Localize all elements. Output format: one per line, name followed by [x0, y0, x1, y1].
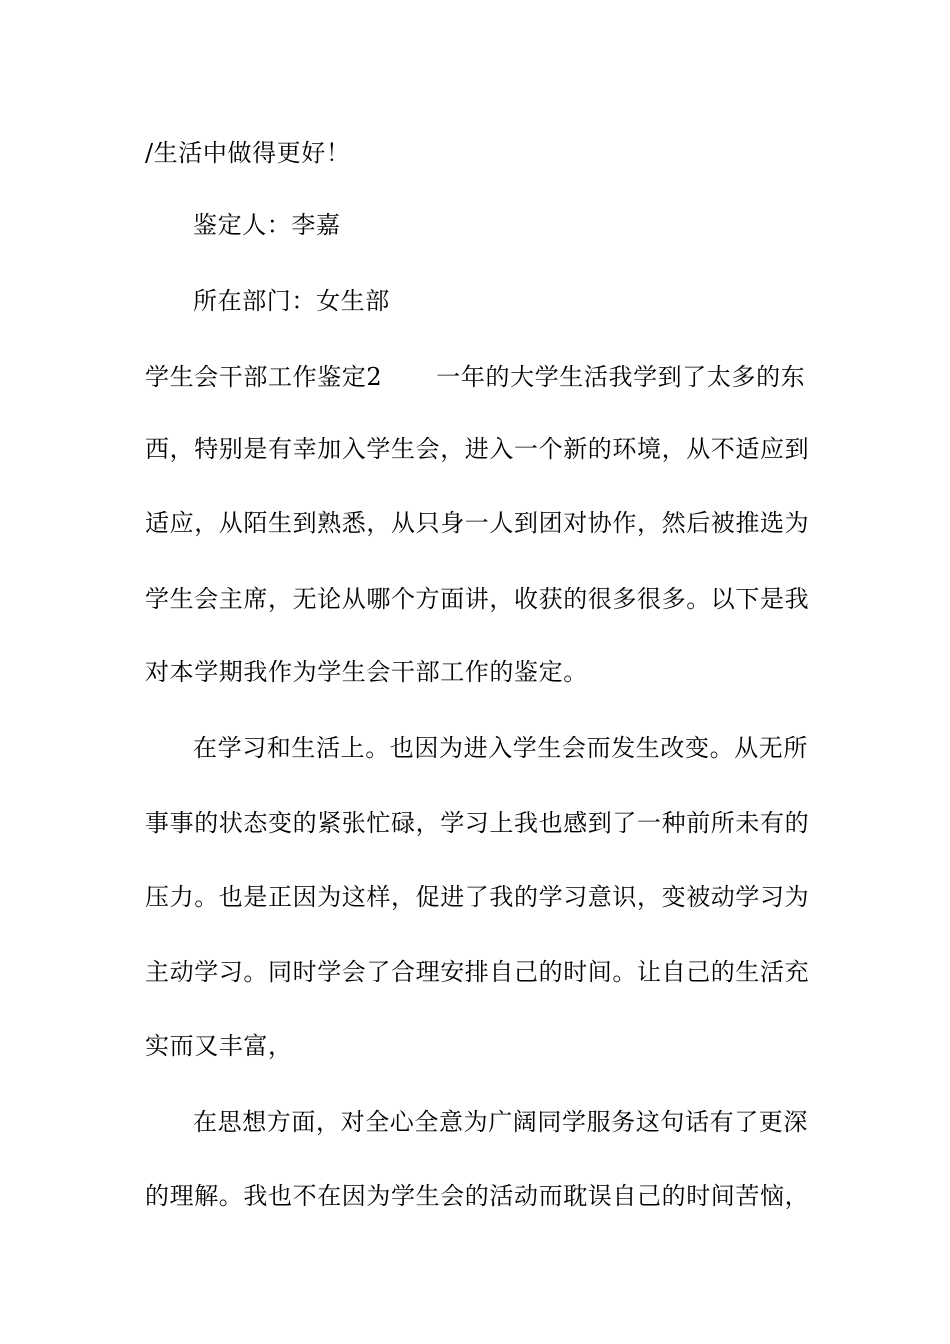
department-line: 所在部门：女生部: [193, 287, 390, 315]
section-heading: 学生会干部工作鉴定2: [145, 363, 383, 391]
paragraph1-line-4: 学生会主席，无论从哪个方面讲，收获的很多很多。以下是我: [145, 585, 810, 613]
continuation-line: /生活中做得更好！: [145, 139, 351, 167]
paragraph2-line-5: 实而又丰富，: [145, 1032, 293, 1060]
appraiser-line: 鉴定人：李嘉: [193, 211, 341, 239]
paragraph3-line-1: 在思想方面，对全心全意为广阔同学服务这句话有了更深: [193, 1108, 808, 1136]
paragraph1-line-2: 西，特别是有幸加入学生会，进入一个新的环境，从不适应到: [145, 435, 810, 463]
paragraph1-line-1: 一年的大学生活我学到了太多的东: [436, 363, 806, 391]
paragraph2-line-4: 主动学习。同时学会了合理安排自己的时间。让自己的生活充: [145, 958, 810, 986]
paragraph2-line-1: 在学习和生活上。也因为进入学生会而发生改变。从无所: [193, 734, 808, 762]
paragraph1-line-3: 适应，从陌生到熟悉，从只身一人到团对协作，然后被推选为: [145, 509, 810, 537]
paragraph3-line-2: 的理解。我也不在因为学生会的活动而耽误自己的时间苦恼，: [145, 1182, 810, 1210]
paragraph1-line-5: 对本学期我作为学生会干部工作的鉴定。: [145, 658, 588, 686]
paragraph2-line-3: 压力。也是正因为这样，促进了我的学习意识，变被动学习为: [145, 883, 810, 911]
paragraph2-line-2: 事事的状态变的紧张忙碌，学习上我也感到了一种前所未有的: [145, 809, 810, 837]
section-heading-line: [145, 362, 815, 392]
